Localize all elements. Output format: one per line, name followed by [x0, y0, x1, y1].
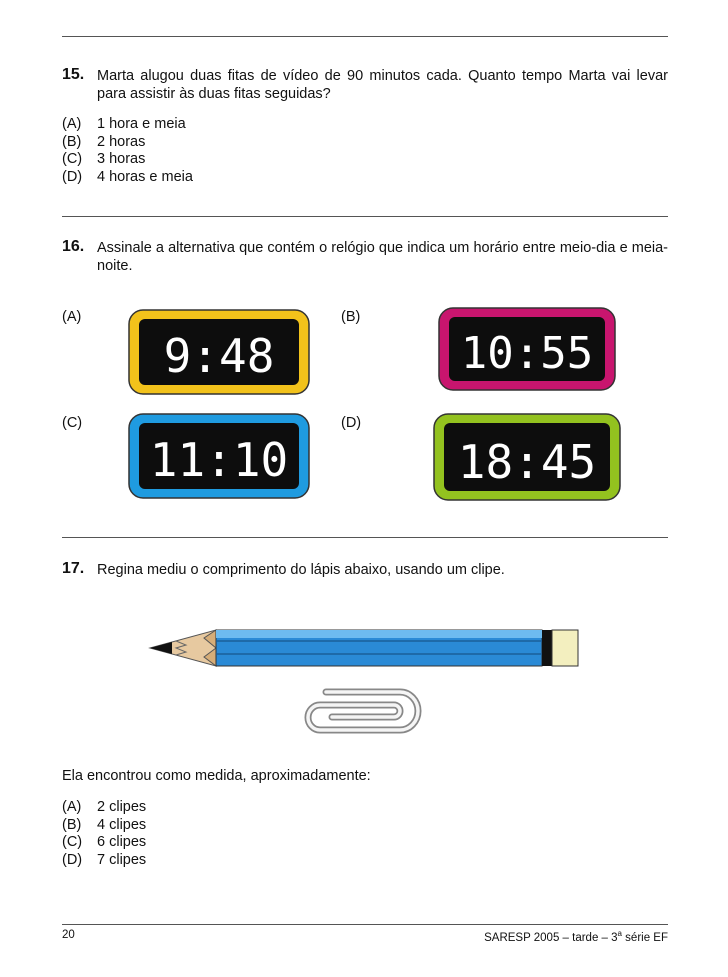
digital-clock-a: [127, 308, 311, 396]
q17-option-d: [62, 852, 146, 870]
option-letter: (D): [62, 168, 83, 185]
question-17-number: 17.: [62, 560, 85, 577]
option-letter: (A): [62, 799, 82, 815]
option-text: 2 clipes: [97, 799, 147, 815]
question-17-prompt: Ela encontrou como medida, aproximadamente:: [62, 768, 371, 784]
option-letter: (D): [62, 851, 83, 868]
pencil-eraser: [552, 630, 578, 666]
clock-a-label: (A): [62, 309, 82, 325]
clock-c-label: (C): [62, 415, 83, 431]
option-text: 7 clipes: [97, 851, 147, 868]
divider-16-17: [62, 537, 668, 538]
question-15-text: Marta alugou duas fitas de vídeo de 90 minutos cada. Quanto tempo Marta vai levar para assistir às duas fitas seguidas?: [97, 68, 668, 102]
paper-clip-illustration: [304, 686, 422, 736]
q15-option-b: [62, 134, 145, 152]
divider-15-16: [62, 216, 668, 217]
pencil-lead: [150, 642, 172, 654]
q17-option-c: [62, 834, 146, 852]
digital-clock-b: [437, 306, 617, 392]
footer-source-suffix: série EF: [621, 931, 668, 944]
clock-time: 9:48: [163, 329, 275, 383]
q17-option-b: [62, 817, 146, 835]
page-number: 20: [62, 929, 75, 941]
clock-b-label: (B): [341, 309, 361, 325]
clock-time: 10:55: [460, 328, 594, 379]
option-letter: (B): [62, 816, 82, 833]
question-16-text: Assinale a alternativa que contém o relógio que indica um horário entre meio-dia e meia-noite.: [97, 240, 668, 274]
pencil-ferrule: [542, 630, 552, 666]
option-text: 6 clipes: [97, 834, 147, 850]
option-text: 4 horas e meia: [97, 168, 193, 185]
footer-source: [484, 929, 668, 944]
question-17-text: Regina mediu o comprimento do lápis abaixo, usando um clipe.: [97, 562, 505, 578]
option-letter: (C): [62, 834, 83, 850]
footer-rule: [62, 924, 668, 925]
footer-source-sup: a: [617, 929, 622, 938]
digital-clock-c: [127, 412, 311, 500]
clock-time: 18:45: [457, 435, 597, 489]
option-text: 2 horas: [97, 133, 146, 150]
option-letter: (C): [62, 151, 83, 167]
option-letter: (B): [62, 133, 82, 150]
q15-option-a: [62, 116, 186, 134]
question-16-number: 16.: [62, 238, 85, 255]
q15-option-d: [62, 169, 193, 187]
question-15-number: 15.: [62, 66, 85, 83]
q17-option-a: [62, 799, 146, 817]
clock-d-label: (D): [341, 415, 362, 431]
footer-source-prefix: SARESP 2005 – tarde – 3: [484, 931, 618, 944]
clock-time: 11:10: [149, 433, 289, 487]
option-text: 1 hora e meia: [97, 116, 186, 132]
q15-option-c: [62, 151, 145, 169]
option-text: 4 clipes: [97, 816, 147, 833]
option-text: 3 horas: [97, 151, 146, 167]
top-rule: [62, 36, 668, 37]
pencil-illustration: [146, 626, 582, 670]
digital-clock-d: [432, 412, 622, 502]
option-letter: (A): [62, 116, 82, 132]
